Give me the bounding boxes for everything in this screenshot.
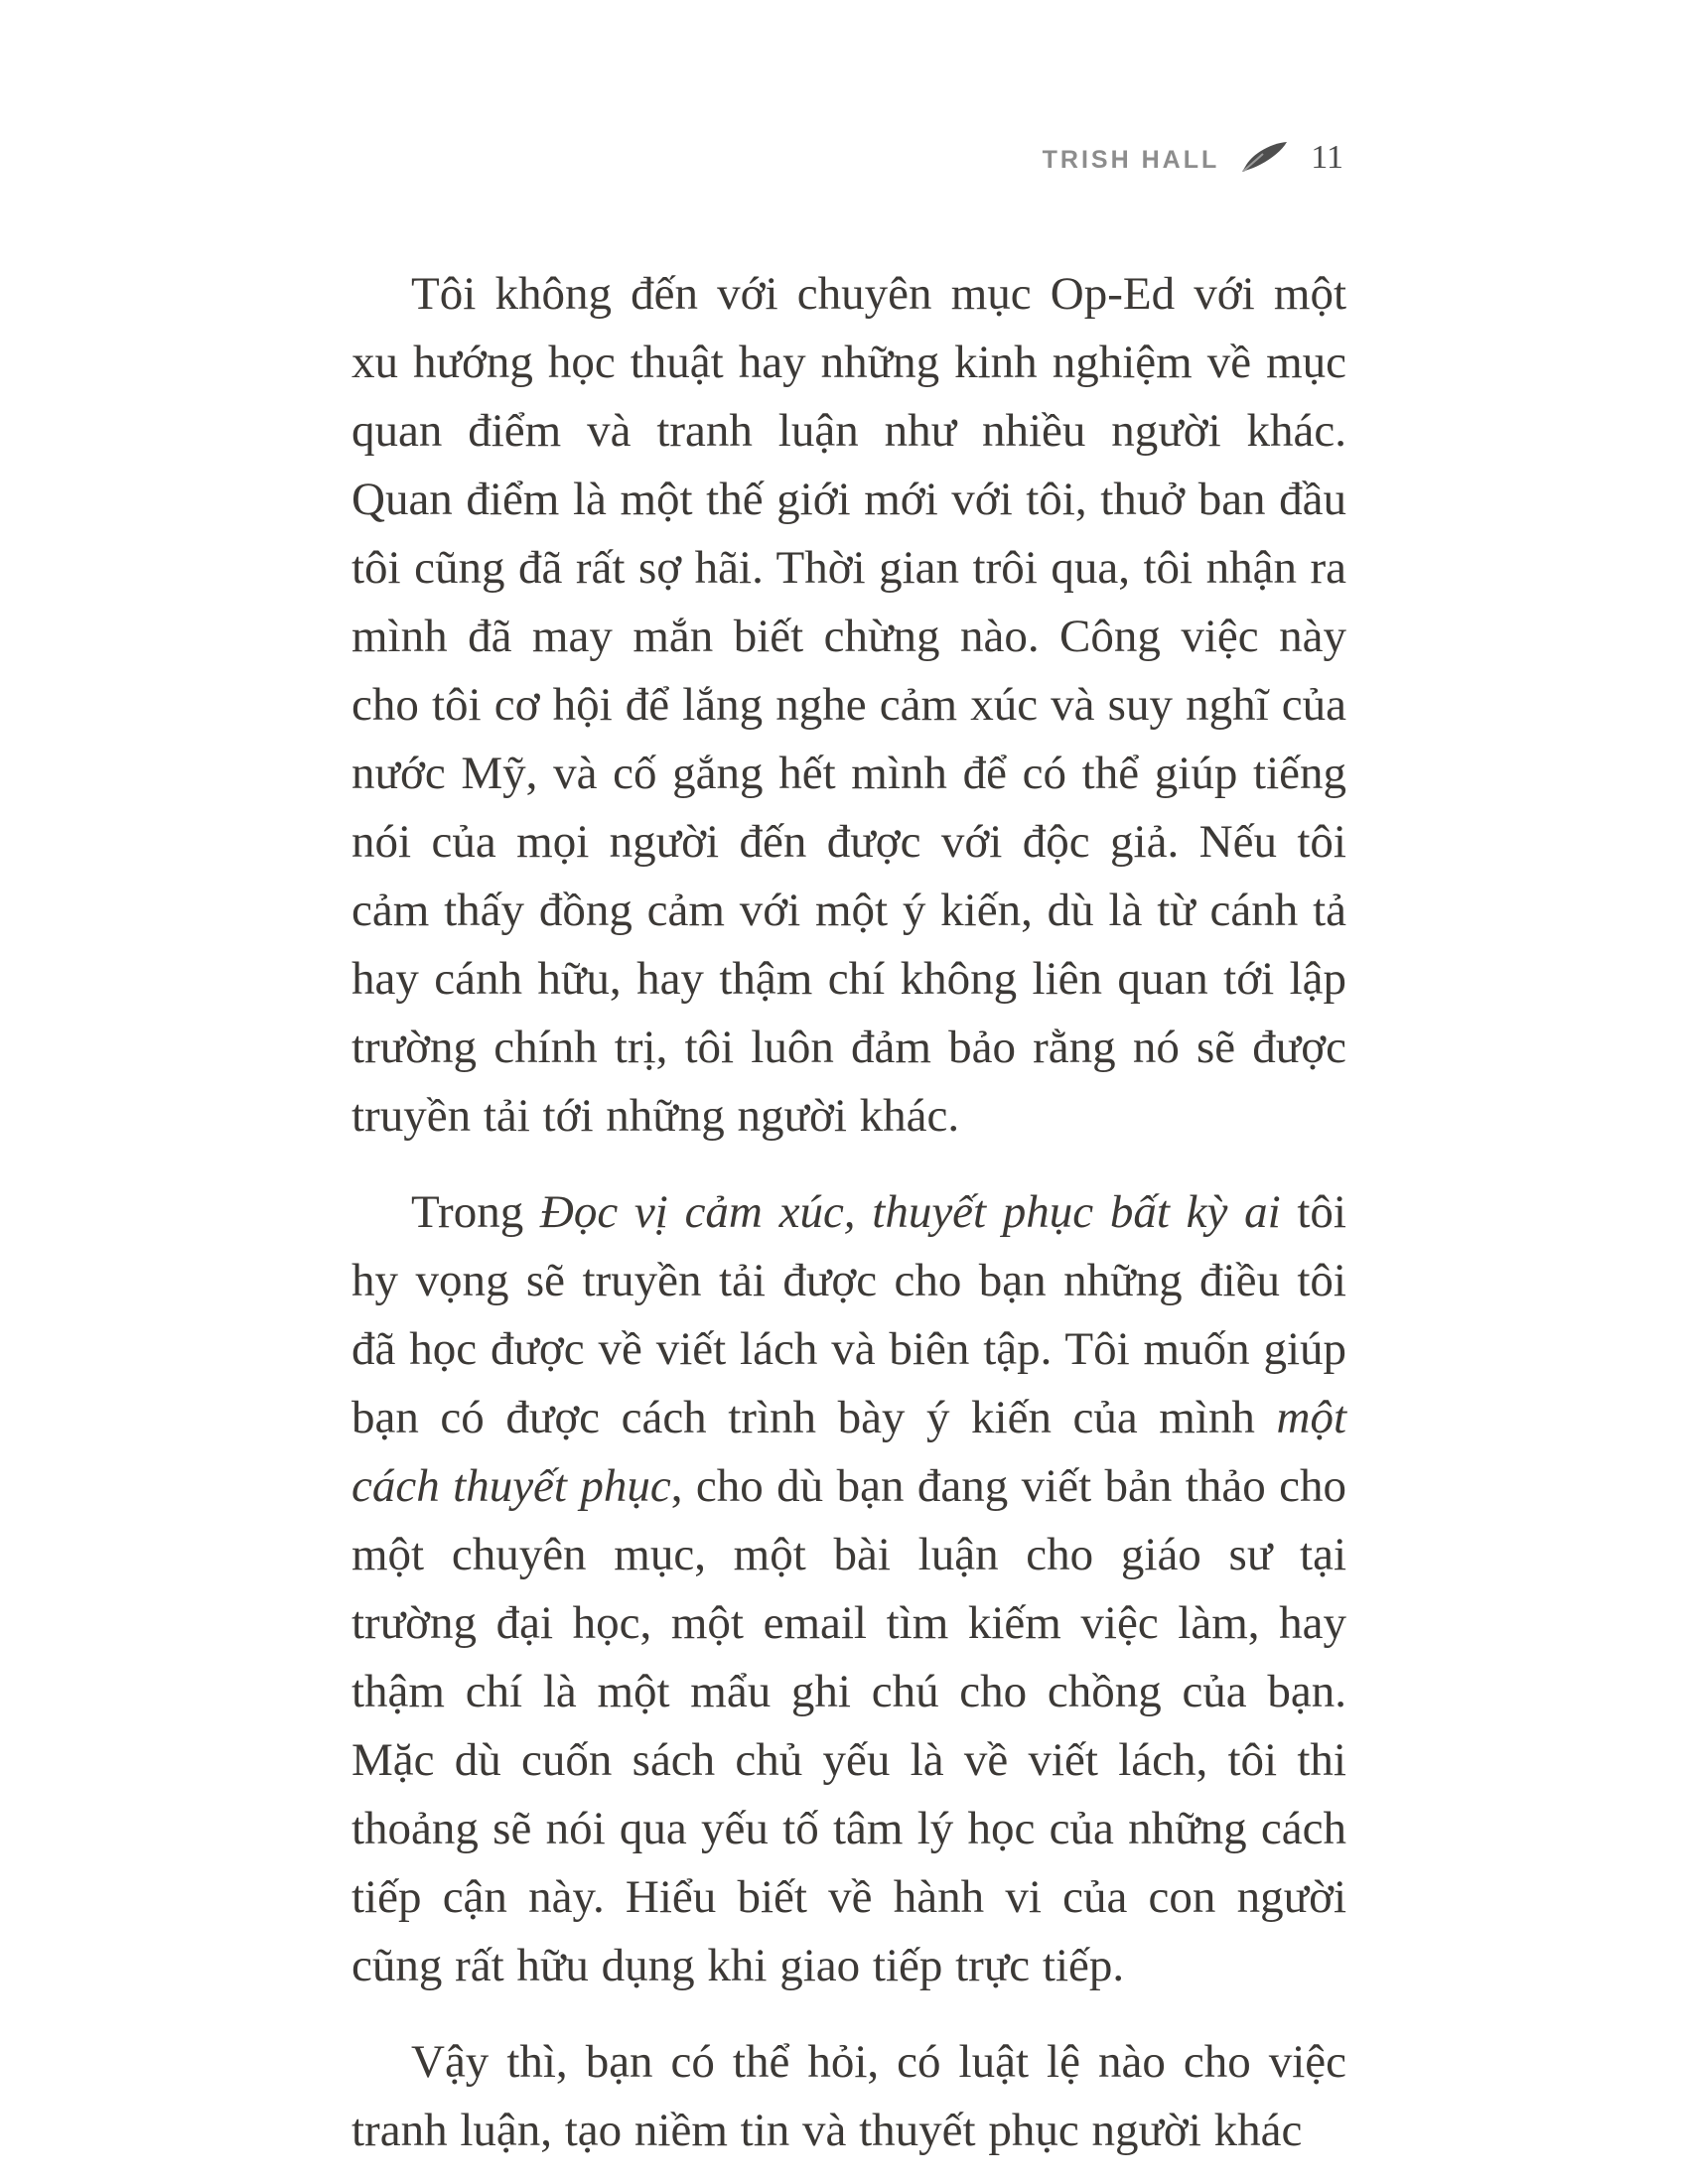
paragraph-2-emphasis: một cách thuyết phục	[352, 1392, 1346, 1512]
paragraph-2-text: , cho dù bạn đang viết bản thảo cho một chuyên mục, một bài luận cho giáo sư tại trường đại học, một email tìm kiếm việc làm, hay thậm chí là một mẩu ghi chú cho chồng của bạn. Mặc dù cuốn sách chủ yếu là về viết lách, tôi thi thoảng sẽ nói qua yếu tố tâm lý học của những cách tiếp cận này. Hiểu biết về hành vi của con người cũng rất hữu dụng khi giao tiếp trực tiếp.	[352, 1460, 1347, 1991]
paragraph-2-text: tôi hy vọng sẽ truyền tải được cho bạn những điều tôi đã học được về viết lách và biên tập. Tôi muốn giúp bạn có được cách trình bày ý kiến của mình	[352, 1186, 1346, 1443]
paragraph-1-text: Tôi không đến với chuyên mục Op-Ed với một xu hướng học thuật hay những kinh nghiệm về mục quan điểm và tranh luận như nhiều người khác. Quan điểm là một thế giới mới với tôi, thuở ban đầu tôi cũng đã rất sợ hãi. Thời gian trôi qua, tôi nhận ra mình đã may mắn biết chừng nào. Công việc này cho tôi cơ hội để lắng nghe cảm xúc và suy nghĩ của nước Mỹ, và cố gắng hết mình để có thể giúp tiếng nói của mọi người đến được với độc giả. Nếu tôi cảm thấy đồng cảm với một ý kiến, dù là từ cánh tả hay cánh hữu, hay thậm chí không liên quan tới lập trường chính trị, tôi luôn đảm bảo rằng nó sẽ được truyền tải tới những người khác.	[352, 268, 1346, 1142]
paragraph-2-text: Trong	[411, 1186, 540, 1238]
paragraph-2-book-title: Đọc vị cảm xúc, thuyết phục bất kỳ ai	[539, 1186, 1281, 1238]
paragraph-3	[352, 2028, 1346, 2165]
page-body	[352, 260, 1346, 2165]
running-header-author: TRISH HALL	[1042, 145, 1220, 174]
paragraph-3-text: Vậy thì, bạn có thể hỏi, có luật lệ nào cho việc tranh luận, tạo niềm tin và thuyết phục người khác	[352, 2036, 1346, 2156]
running-header	[1043, 141, 1343, 175]
paragraph-2	[352, 1178, 1346, 2000]
page-number: 11	[1311, 139, 1343, 176]
paragraph-1	[352, 260, 1346, 1151]
quill-icon	[1241, 141, 1289, 175]
